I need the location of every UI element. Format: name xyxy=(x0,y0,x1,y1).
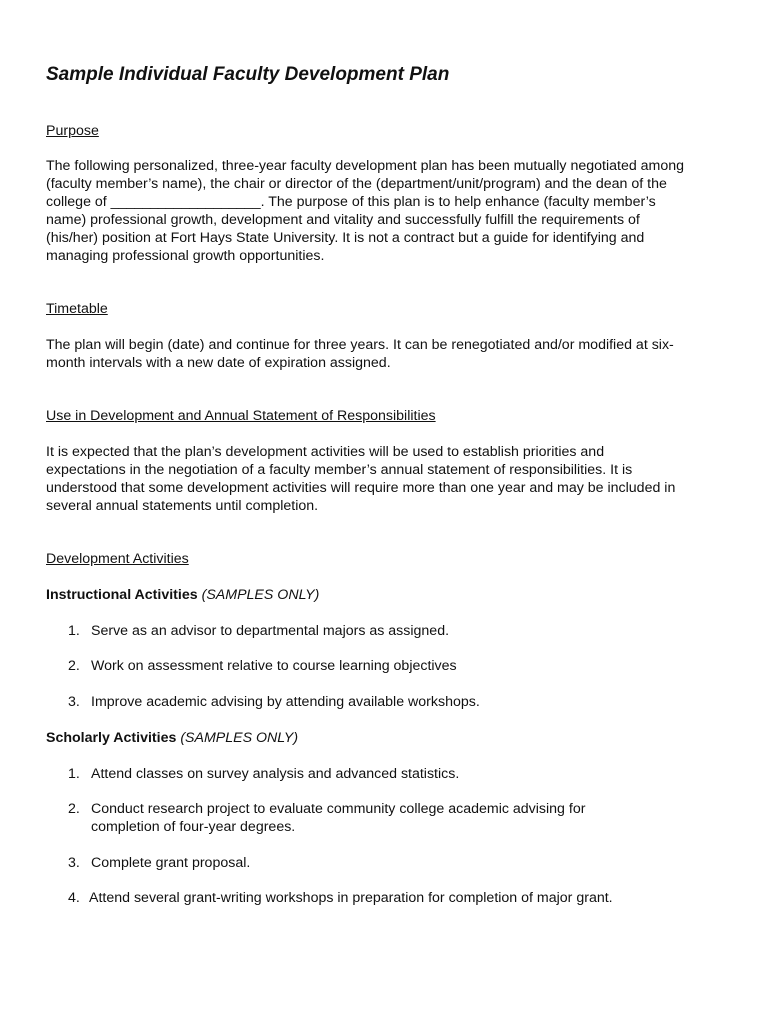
list-item-number: 3. xyxy=(68,694,80,710)
purpose-line: college of ___________________. The purpose of this plan is to help enhance (faculty member’s xyxy=(46,194,656,210)
list-item-number: 3. xyxy=(68,855,80,871)
list-item: Conduct research project to evaluate community college academic advising for xyxy=(91,801,586,817)
use-line: understood that some development activities will require more than one year and may be included in xyxy=(46,480,676,496)
instructional-note: (SAMPLES ONLY) xyxy=(201,587,320,603)
list-item-number: 1. xyxy=(68,766,80,782)
purpose-line: (his/her) position at Fort Hays State University. It is not a contract but a guide for identifying and xyxy=(46,230,645,246)
list-item-number: 2. xyxy=(68,801,80,817)
use-line: It is expected that the plan’s development activities will be used to establish priorities and xyxy=(46,444,605,460)
purpose-line: managing professional growth opportunities. xyxy=(46,248,325,264)
list-item-number: 1. xyxy=(68,623,80,639)
list-item-number: 4. xyxy=(68,890,80,906)
use-line: several annual statements until completion. xyxy=(46,498,319,514)
list-item-number: 2. xyxy=(68,658,80,674)
use-line: expectations in the negotiation of a faculty member’s annual statement of responsibilities. It is xyxy=(46,462,633,478)
list-item-continuation: completion of four-year degrees. xyxy=(91,819,296,835)
document-title: Sample Individual Faculty Development Plan xyxy=(46,64,450,85)
scholarly-note: (SAMPLES ONLY) xyxy=(180,730,299,746)
timetable-line: month intervals with a new date of expiration assigned. xyxy=(46,355,391,371)
purpose-line: The following personalized, three-year faculty development plan has been mutually negotiated among xyxy=(46,158,685,174)
list-item: Attend classes on survey analysis and advanced statistics. xyxy=(91,766,460,782)
purpose-line: name) professional growth, development and vitality and successfully fulfill the requirements of xyxy=(46,212,640,228)
scholarly-subheading xyxy=(46,730,298,746)
instructional-label: Instructional Activities xyxy=(46,587,198,603)
timetable-heading: Timetable xyxy=(46,301,108,317)
list-item: Serve as an advisor to departmental majors as assigned. xyxy=(91,623,450,639)
list-item: Work on assessment relative to course learning objectives xyxy=(91,658,457,674)
instructional-subheading xyxy=(46,587,319,603)
list-item: Complete grant proposal. xyxy=(91,855,251,871)
list-item: Improve academic advising by attending available workshops. xyxy=(91,694,480,710)
purpose-heading: Purpose xyxy=(46,123,99,139)
purpose-line: (faculty member’s name), the chair or director of the (department/unit/program) and the dean of the xyxy=(46,176,667,192)
use-heading: Use in Development and Annual Statement of Responsibilities xyxy=(46,408,436,424)
activities-heading: Development Activities xyxy=(46,551,189,567)
timetable-line: The plan will begin (date) and continue for three years. It can be renegotiated and/or modified at six- xyxy=(46,337,674,353)
scholarly-label: Scholarly Activities xyxy=(46,730,177,746)
list-item: Attend several grant-writing workshops in preparation for completion of major grant. xyxy=(89,890,613,906)
